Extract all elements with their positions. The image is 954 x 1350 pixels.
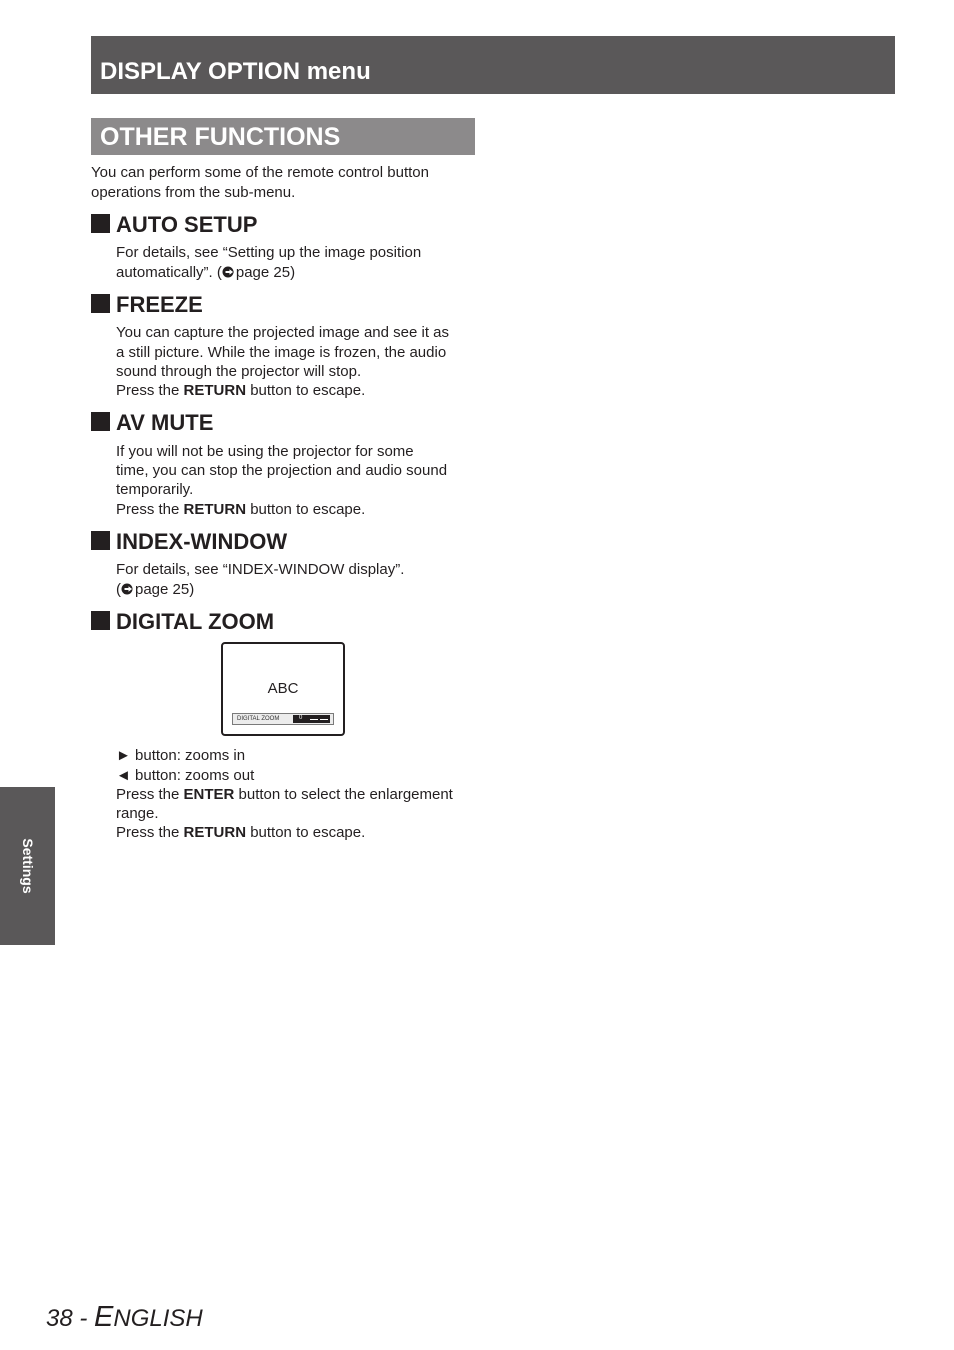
arrow-right-icon [121,583,135,595]
return-press: Press the [116,824,184,841]
av-mute-press: Press the [116,501,184,518]
enter-line-2: range. [116,805,159,822]
zoom-in-line: ► button: zooms in [116,747,246,764]
av-mute-line-2: time, you can stop the projection and audio sound [116,462,448,479]
av-mute-title: AV MUTE [116,410,214,435]
av-mute-line-3: temporarily. [116,481,194,498]
enter-rest: button to select the enlargement [234,786,453,803]
language-rest: NGLISH [113,1305,203,1332]
side-tab-label: Settings [19,838,36,894]
index-window-title: INDEX-WINDOW [116,529,288,554]
page-footer [46,1302,203,1334]
screen-sample-text: ABC [267,680,299,697]
black-square-icon [91,531,110,550]
osd-label: DIGITAL ZOOM [237,716,280,722]
minus-mark-icon [310,719,318,720]
av-mute-line-4 [116,500,365,520]
enter-press: Press the [116,786,184,803]
auto-setup-line-2 [116,263,295,283]
return-rest: button to escape. [246,824,366,841]
index-window-line-1: For details, see “INDEX-WINDOW display”. [116,561,405,578]
digital-zoom-screen-illustration [221,642,345,736]
enter-button-name: ENTER [183,786,235,803]
freeze-line-1: You can capture the projected image and see it as [116,324,450,341]
freeze-line-4 [116,381,365,401]
auto-setup-line-1: For details, see “Setting up the image position [116,244,422,261]
freeze-escape: button to escape. [246,382,366,399]
page-number: 38 - [46,1305,95,1332]
return-button-name: RETURN [183,382,247,399]
return-button-name: RETURN [183,501,247,518]
zoom-out-line: ◄ button: zooms out [116,767,255,784]
intro-line-1: You can perform some of the remote control button [91,164,429,181]
av-mute-line-1: If you will not be using the projector for some [116,443,414,460]
arrow-right-icon [222,266,236,278]
osd-value: 0 [299,715,303,721]
osd-value-box [293,715,330,723]
freeze-press: Press the [116,382,184,399]
settings-side-tab[interactable] [0,787,55,945]
auto-setup-heading [91,212,257,238]
auto-setup-title: AUTO SETUP [116,212,258,237]
av-mute-heading [91,410,213,436]
auto-setup-line-2-text: automatically”. ( [116,264,222,281]
black-square-icon [91,294,110,313]
menu-title: DISPLAY OPTION menu [100,58,371,85]
return-line [116,823,365,843]
section-title-bar [91,118,475,155]
black-square-icon [91,611,110,630]
enter-line [116,785,453,805]
index-window-line-2 [116,580,194,600]
freeze-line-3: sound through the projector will stop. [116,363,362,380]
digital-zoom-title: DIGITAL ZOOM [116,609,275,634]
freeze-line-2: a still picture. While the image is frozen, the audio [116,344,447,361]
black-square-icon [91,412,110,431]
index-window-line-2-text: ( [116,581,121,598]
av-mute-escape: button to escape. [246,501,366,518]
digital-zoom-heading [91,609,274,635]
black-square-icon [91,214,110,233]
intro-line-2: operations from the sub-menu. [91,184,296,201]
auto-setup-page-ref[interactable]: page 25) [235,264,296,281]
freeze-title: FREEZE [116,292,203,317]
digital-zoom-osd-bar [232,713,334,725]
menu-title-bar [91,36,895,94]
index-window-page-ref[interactable]: page 25) [135,581,195,598]
freeze-heading [91,292,203,318]
language-initial: E [94,1301,114,1333]
index-window-heading [91,529,287,555]
return-button-name: RETURN [183,824,247,841]
section-title: OTHER FUNCTIONS [100,123,341,151]
minus-mark-icon [320,719,328,720]
